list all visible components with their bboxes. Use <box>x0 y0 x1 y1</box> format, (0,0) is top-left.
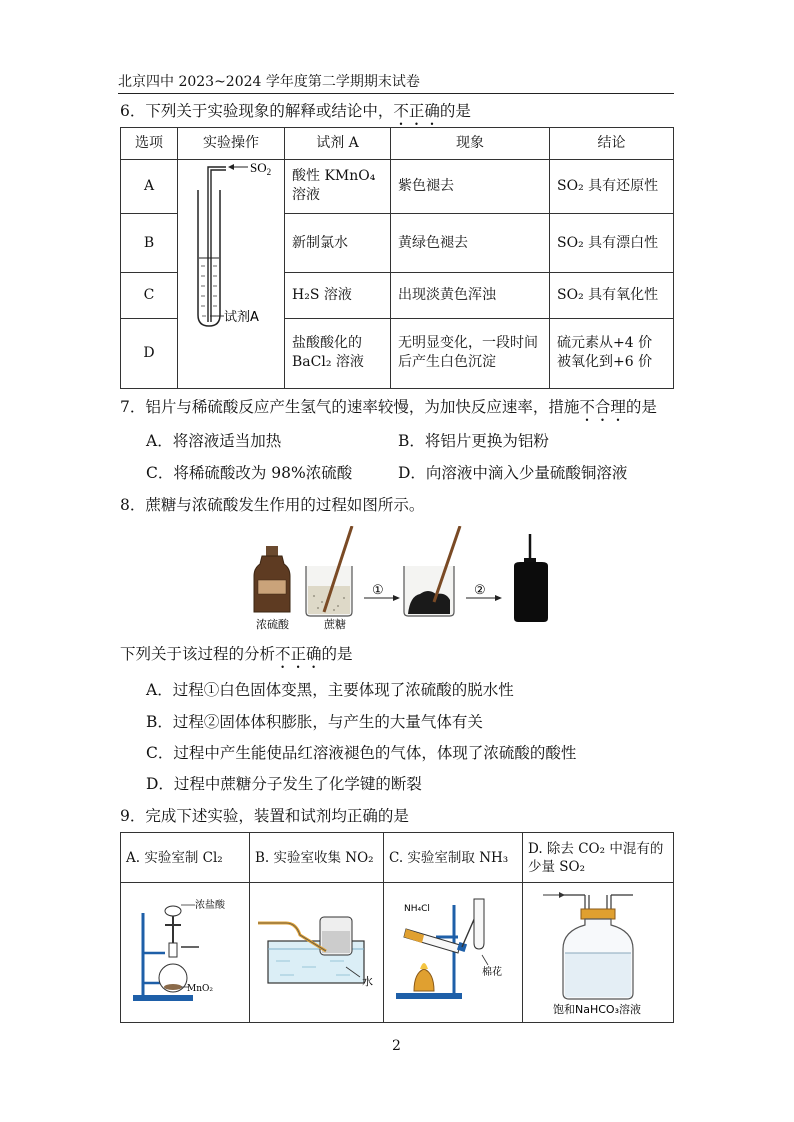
q7-stem-text: 7．铝片与稀硫酸反应产生氢气的速率较慢，为加快反应速率，措施 <box>120 398 580 416</box>
page-number: 2 <box>392 1038 401 1054</box>
cotton-label: 棉花 <box>482 967 502 978</box>
step-1-label: ① <box>372 583 384 598</box>
q7-stem-emphasis: 不合理 <box>579 398 626 416</box>
q6-stem-text: 6．下列关于实验现象的解释或结论中， <box>120 102 394 120</box>
q6-row-b-option: B <box>121 213 178 273</box>
q6-row-c-phenomenon: 出现淡黄色浑浊 <box>391 273 550 318</box>
q9-header-d: D. 除去 CO₂ 中混有的少量 SO₂ <box>523 833 674 883</box>
gas-washing-bottle <box>523 883 673 1017</box>
q6-row-c-conclusion: SO₂ 具有氧化性 <box>550 273 674 318</box>
q8-option-b: B．过程②固体体积膨胀，与产生的大量气体有关 <box>146 713 483 731</box>
q6-row-a-phenomenon: 紫色褪去 <box>391 160 550 214</box>
q7-option-c: C．将稀硫酸改为 98%浓硫酸 <box>146 464 353 482</box>
nh4cl-label: NH₄Cl <box>404 904 430 914</box>
page-header: 北京四中 2023~2024 学年度第二学期期末试卷 <box>118 74 674 94</box>
q8-option-d: D．过程中蔗糖分子发生了化学键的断裂 <box>146 775 422 793</box>
q6-apparatus-cell <box>178 160 285 389</box>
q6-stem-tail: 的是 <box>439 102 471 120</box>
q6-header-reagent: 试剂 A <box>285 128 391 160</box>
q6-row-a-conclusion: SO₂ 具有还原性 <box>550 160 674 214</box>
q6-row-c-reagent: H₂S 溶液 <box>285 273 391 318</box>
q8-sub-stem-text: 下列关于该过程的分析 <box>120 645 276 663</box>
q6-row-d-phenomenon: 无明显变化，一段时间后产生白色沉淀 <box>391 318 550 388</box>
acid-bottle-stopper <box>266 546 278 556</box>
q9-header-b: B. 实验室收集 NO₂ <box>250 833 384 883</box>
q8-sub-stem-tail: 的是 <box>321 645 353 663</box>
q7-option-d: D．向溶液中滴入少量硫酸铜溶液 <box>398 464 628 482</box>
q6-row-a-option: A <box>121 160 178 214</box>
q9-header-a: A. 实验室制 Cl₂ <box>121 833 250 883</box>
sugar-label: 蔗糖 <box>324 618 346 631</box>
nahco3-label: 饱和NaHCO₃溶液 <box>553 1003 641 1016</box>
chlorine-apparatus <box>121 883 249 1017</box>
step-2-label: ② <box>474 583 486 598</box>
q9-figure-a-cell <box>121 883 250 1023</box>
so2-gas-label: $SO_2$ <box>250 160 272 177</box>
q7-stem-tail: 的是 <box>625 398 657 416</box>
water-label: 水 <box>362 975 373 988</box>
q8-sub-stem-emphasis: 不正确 <box>275 645 322 663</box>
q9-table <box>120 832 674 1023</box>
q6-row-a-reagent: 酸性 KMnO₄ 溶液 <box>285 160 391 214</box>
q8-stem: 8．蔗糖与浓硫酸发生作用的过程如图所示。 <box>120 496 425 514</box>
q7-option-b: B．将铝片更换为铝粉 <box>398 432 549 450</box>
q6-row-c-option: C <box>121 273 178 318</box>
q9-figure-c-cell <box>384 883 523 1023</box>
q7-option-a: A．将溶液适当加热 <box>146 432 282 450</box>
q6-row-b-conclusion: SO₂ 具有漂白性 <box>550 213 674 273</box>
conc-hcl-label: 浓盐酸 <box>195 900 225 911</box>
q9-stem: 9．完成下述实验，装置和试剂均正确的是 <box>120 807 409 825</box>
q6-row-d-option: D <box>121 318 178 388</box>
q6-row-b-phenomenon: 黄绿色褪去 <box>391 213 550 273</box>
q6-header-phenomenon: 现象 <box>391 128 550 160</box>
reagent-a-label: 试剂A <box>224 310 259 325</box>
q6-stem-emphasis: 不正确 <box>393 102 440 120</box>
q6-header-conclusion: 结论 <box>550 128 674 160</box>
q6-header-operation: 实验操作 <box>178 128 285 160</box>
q6-row-d-reagent: 盐酸酸化的 BaCl₂ 溶液 <box>285 318 391 388</box>
q6-stem <box>120 101 471 129</box>
sugar-sulfuric-acid-figure <box>240 526 560 642</box>
no2-collection-apparatus <box>250 883 382 1017</box>
q8-sub-stem <box>120 644 353 672</box>
acid-bottle-label: 浓硫酸 <box>256 618 289 631</box>
q6-header-option: 选项 <box>121 128 178 160</box>
q6-row-b-reagent: 新制氯水 <box>285 213 391 273</box>
q7-stem <box>120 397 657 425</box>
expanded-carbon-column <box>514 562 548 622</box>
q6-table <box>120 127 674 389</box>
q9-figure-d-cell <box>523 883 674 1023</box>
ammonia-apparatus <box>384 883 522 1017</box>
q6-row-d-conclusion: 硫元素从+4 价被氧化到+6 价 <box>550 318 674 388</box>
q9-header-c: C. 实验室制取 NH₃ <box>384 833 523 883</box>
q8-option-a: A．过程①白色固体变黑，主要体现了浓硫酸的脱水性 <box>146 681 514 699</box>
q8-option-c: C．过程中产生能使品红溶液褪色的气体，体现了浓硫酸的酸性 <box>146 744 577 762</box>
q9-figure-b-cell <box>250 883 384 1023</box>
mno2-label: MnO₂ <box>187 984 213 994</box>
test-tube-figure <box>178 160 284 382</box>
